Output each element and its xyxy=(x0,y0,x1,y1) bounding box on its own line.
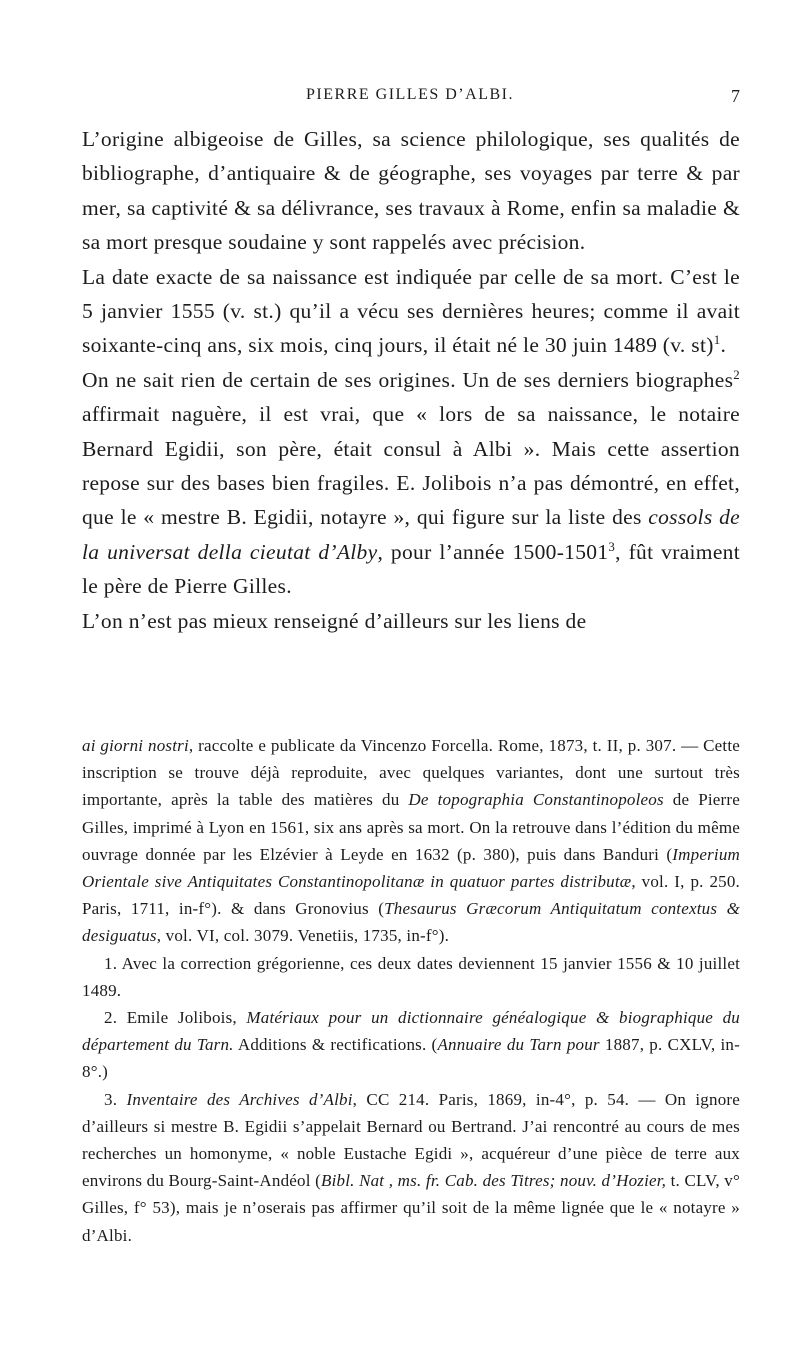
paragraph-2 xyxy=(82,260,740,363)
footnote-3-text-a: 3. xyxy=(104,1089,127,1109)
footnote-2 xyxy=(82,1004,740,1086)
footnote-continuation-text-b: de Pierre Gilles, imprimé à Lyon en 1561, six ans après sa mort. On la retrouve dans l’édition du même ouvrage donnée par les Elzévier à Leyde en 1632 (p. 380), puis dans Banduri ( xyxy=(82,790,741,864)
paragraph-2-text: La date exacte de sa naissance est indiquée par celle de sa mort. C’est le 5 janvier 1555 (v. st.) qu’il a vécu ses dernières heures; comme il avait soixante-cinq ans, six mois, cinq jours, il était né le 30 juin 1489 (v. st) xyxy=(82,264,740,358)
paragraph-3-text-d: , fût vraiment le père de Pierre Gilles. xyxy=(82,539,741,599)
paragraph-3 xyxy=(82,363,740,604)
footnote-3-text-c: t. CLV, v° Gilles, f° 53), mais je n’oserais pas affirmer qu’il soit de la même lignée que le « notayre » d’Albi. xyxy=(82,1171,740,1245)
paragraph-1: L’origine albigeoise de Gilles, sa science philologique, ses qualités de bibliographe, d’antiquaire & de géographe, ses voyages par terre & par mer, sa captivité & sa délivrance, ses travaux à Rome, enfin sa maladie & sa mort presque soudaine y sont rappelés avec précision. xyxy=(82,127,740,255)
paragraph-3-text-c: , pour l’année 1500-1501 xyxy=(377,539,609,564)
footnote-1: 1. Avec la correction grégorienne, ces deux dates deviennent 15 janvier 1556 & 10 juillet 1489. xyxy=(82,953,740,1000)
footnote-2-text-a: 2. Emile Jolibois, xyxy=(104,1008,247,1028)
footnote-2-italic-1: Matériaux pour un dictionnaire généalogique & biographique du département du Tarn. xyxy=(82,1008,740,1055)
page-number: 7 xyxy=(731,86,740,106)
footnote-3-italic-1: Inventaire des Archives d’Albi xyxy=(126,1089,353,1109)
paragraph-3-italic: cossols de la universat della cieutat d’Alby xyxy=(82,505,740,564)
paragraph-2-end: . xyxy=(720,333,727,358)
footnote-continuation-italic-1: ai giorni nostri xyxy=(82,736,189,755)
footnote-2-italic-2: Annuaire du Tarn pour xyxy=(437,1035,600,1055)
footnote-ref-1: 1 xyxy=(713,333,721,348)
footnote-ref-3: 3 xyxy=(608,539,616,554)
paragraph-3-text-b: affirmait naguère, il est vrai, que « lors de sa naissance, le notaire Bernard Egidii, son père, était consul à Albi ». Mais cette assertion repose sur des bases bien fragiles. E. Jolibois n’a pas démontré, en effet, que le « mestre B. Egidii, notayre », qui figure sur la liste des xyxy=(82,402,740,530)
paragraph-4: L’on n’est pas mieux renseigné d’ailleurs sur les liens de xyxy=(82,608,587,633)
footnote-continuation-italic-3: Imperium Orientale sive Antiquitates Constantinopolitanæ in quatuor partes distributæ xyxy=(82,844,740,892)
footnote-continuation-text-d: , vol. VI, col. 3079. Venetiis, 1735, in-f°). xyxy=(156,926,450,946)
paragraph-3-text-a: On ne sait rien de certain de ses origines. Un de ses derniers biographes xyxy=(82,367,734,392)
footnotes xyxy=(82,732,740,1249)
footnote-2-text-c: 1887, p. CXLV, in-8°.) xyxy=(82,1035,740,1082)
footnote-continuation-text-c: , vol. I, p. 250. Paris, 1711, in-f°). & dans Gronovius ( xyxy=(82,872,740,919)
footnote-continuation-italic-4: Thesaurus Græcorum Antiquitatum contextus & desiguatus xyxy=(82,899,740,946)
footnote-continuation-text-a: , raccolte e publicate da Vincenzo Forcella. Rome, 1873, t. II, p. 307. — Cette inscription se trouve déjà reproduite, avec quelques variantes, dont une surtout très importante, après la table des matières du xyxy=(82,736,740,810)
footnote-continuation-italic-2: De topographia Constantinopoleos xyxy=(408,790,664,810)
footnote-2-text-b: Additions & rectifications. ( xyxy=(233,1035,438,1055)
running-title: PIERRE GILLES D’ALBI. xyxy=(306,86,514,103)
main-text xyxy=(82,122,740,638)
footnote-continuation xyxy=(82,732,740,950)
footnote-3-text-b: , CC 214. Paris, 1869, in-4°, p. 54. — On ignore d’ailleurs si mestre B. Egidii s’appelait Bernard ou Bertrand. J’ai rencontré au cours de mes recherches un homonyme, « noble Eustache Egidi », acquéreur d’une pièce de terre aux environs du Bourg-Saint-Andéol ( xyxy=(82,1089,740,1191)
footnote-3-italic-2: Bibl. Nat , ms. fr. Cab. des Titres; nouv. d’Hozier, xyxy=(321,1171,667,1191)
footnote-ref-2: 2 xyxy=(733,367,740,382)
running-head xyxy=(80,86,740,110)
footnote-3 xyxy=(82,1086,740,1249)
